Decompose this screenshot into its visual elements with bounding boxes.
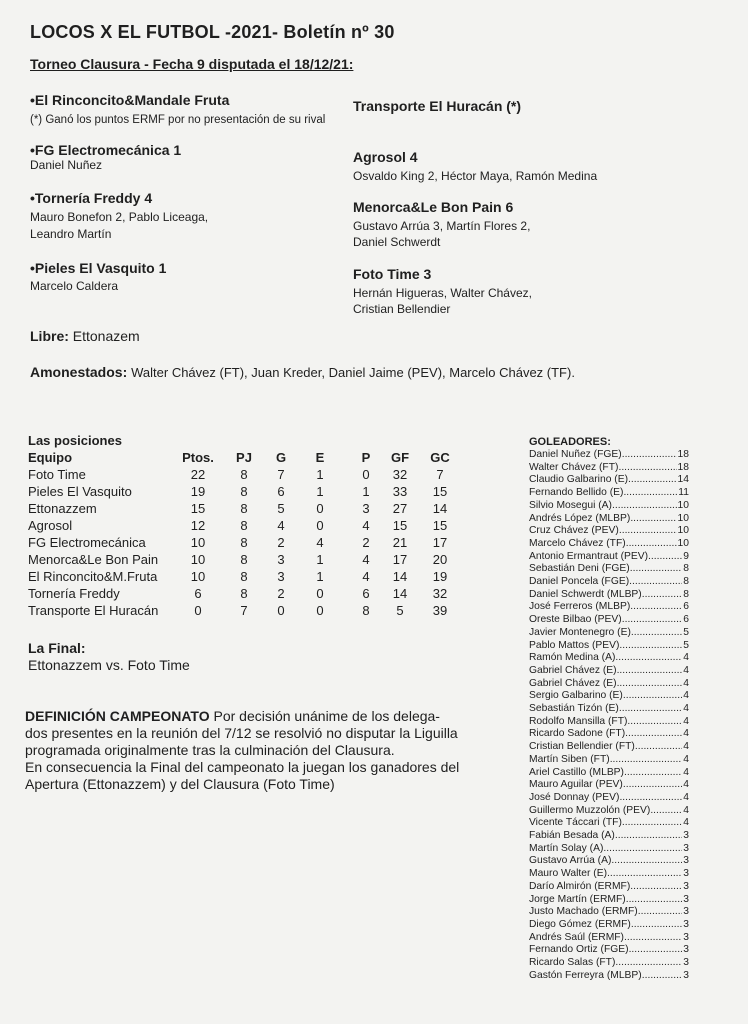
standings-value-cell: 15	[392, 518, 408, 533]
match-4-home: •Pieles El Vasquito 1	[30, 260, 167, 276]
scorer-name: Gabriel Chávez (E)	[529, 677, 617, 689]
scorer-name: Vicente Táccari (TF)	[529, 817, 622, 829]
scorer-name: Oreste Bilbao (PEV)	[529, 614, 622, 626]
definicion-line-1: Por decisión unánime de los delega-	[209, 708, 440, 724]
definicion-title: DEFINICIÓN CAMPEONATO	[25, 708, 210, 724]
final-title: La Final:	[28, 640, 86, 656]
standings-header-cell: PJ	[236, 450, 252, 465]
scorer-goals: 4	[683, 728, 689, 740]
scorer-row	[529, 957, 689, 969]
scorer-leader-dots	[615, 830, 682, 842]
scorer-leader-dots	[629, 944, 683, 956]
standings-header-cell: GC	[430, 450, 450, 465]
scorer-goals: 3	[683, 957, 689, 968]
standings-value-cell: 0	[316, 586, 324, 601]
amonestados-label: Amonestados:	[30, 364, 128, 380]
scorer-row	[529, 627, 689, 639]
scorer-row	[529, 678, 689, 690]
scorer-name: Pablo Mattos (PEV)	[529, 639, 620, 651]
scorer-goals: 3	[683, 918, 689, 930]
standings-table	[28, 432, 464, 619]
scorer-name: Claudio Galbarino (E)	[529, 474, 629, 486]
scorer-leader-dots	[628, 474, 677, 486]
libre-team: Ettonazem	[72, 328, 140, 344]
standings-value-cell: 6	[362, 586, 370, 601]
standings-value-cell: 17	[392, 552, 408, 567]
scorer-goals: 4	[683, 804, 689, 816]
match-4-away-scorers-2: Cristian Bellendier	[353, 302, 451, 316]
scorer-goals: 3	[683, 842, 689, 854]
scorer-name: Marcelo Chávez (TF)	[529, 537, 626, 549]
standings-value-cell: 1	[316, 569, 324, 584]
standings-value-cell: 14	[392, 586, 408, 601]
scorer-name: Martín Siben (FT)	[529, 753, 610, 765]
standings-value-cell: 15	[190, 501, 206, 516]
standings-value-cell: 15	[432, 518, 448, 533]
scorer-row	[529, 970, 689, 982]
scorer-row	[529, 614, 689, 626]
match-2-home-scorers: Daniel Nuñez	[30, 158, 103, 172]
standings-header-cell: E	[315, 450, 325, 465]
fixture-subtitle: Torneo Clausura - Fecha 9 disputada el 18/12/21:	[30, 56, 354, 72]
scorer-name: Martín Solay (A)	[529, 842, 604, 854]
scorer-leader-dots	[618, 462, 676, 474]
scorer-row	[529, 449, 689, 461]
scorer-goals: 8	[683, 563, 689, 575]
scorer-leader-dots	[631, 627, 682, 639]
standings-value-cell: 0	[316, 603, 324, 618]
scorer-name: José Donnay (PEV)	[529, 791, 620, 803]
scorer-row	[529, 525, 689, 537]
scorer-leader-dots	[642, 589, 683, 601]
scorer-leader-dots	[622, 817, 682, 829]
scorer-leader-dots	[622, 614, 683, 626]
scorer-row	[529, 665, 689, 677]
scorer-row	[529, 728, 689, 740]
scorer-goals: 3	[683, 868, 689, 880]
definicion-line-3: programada originalmente tras la culminación del Clausura.	[25, 742, 395, 758]
definicion-line-4: En consecuencia la Final del campeonato la juegan los ganadores del	[25, 759, 460, 775]
standings-team-cell: Menorca&Le Bon Pain	[28, 552, 159, 567]
scorer-row	[529, 805, 689, 817]
scorer-name: Ricardo Sadone (FT)	[529, 728, 626, 740]
scorer-goals: 14	[677, 474, 689, 486]
standings-value-cell: 8	[240, 586, 248, 601]
scorer-row	[529, 563, 689, 575]
standings-value-cell: 3	[362, 501, 370, 516]
scorer-goals: 4	[683, 753, 689, 765]
scorer-row	[529, 881, 689, 893]
scorer-leader-dots	[630, 513, 676, 525]
scorer-name: José Ferreros (MLBP)	[529, 601, 631, 613]
standings-value-cell: 27	[392, 501, 408, 516]
scorer-name: Silvio Mosegui (A)	[529, 499, 612, 511]
standings-value-cell: 19	[432, 569, 448, 584]
standings-header-cell: Ptos.	[182, 450, 214, 465]
scorer-name: Antonio Ermantraut (PEV)	[529, 550, 649, 562]
standings-title: Las posiciones	[28, 433, 122, 448]
standings-value-cell: 4	[362, 518, 370, 533]
scorer-row	[529, 906, 689, 918]
standings-value-cell: 2	[277, 535, 285, 550]
scorer-name: Walter Chávez (FT)	[529, 461, 619, 473]
scorer-leader-dots	[623, 487, 677, 499]
scorer-goals: 18	[677, 449, 689, 460]
definicion-paragraph	[25, 708, 505, 793]
scorer-name: Fernando Bellido (E)	[529, 487, 624, 499]
scorer-leader-dots	[622, 449, 677, 461]
scorer-leader-dots	[615, 652, 682, 664]
scorer-row	[529, 551, 689, 563]
standings-value-cell: 0	[316, 501, 324, 516]
scorer-row	[529, 474, 689, 486]
standings-value-cell: 8	[240, 467, 248, 482]
standings-value-cell: 3	[277, 552, 285, 567]
standings-value-cell: 4	[316, 535, 324, 550]
scorer-goals: 3	[683, 830, 689, 841]
scorer-goals: 3	[683, 906, 689, 918]
final-text: Ettonazzem vs. Foto Time	[28, 657, 190, 673]
goleadores-title: GOLEADORES:	[529, 436, 611, 448]
scorer-name: Mauro Walter (E)	[529, 868, 608, 880]
standings-row	[28, 551, 464, 568]
standings-value-cell: 32	[392, 467, 408, 482]
standings-team-cell: El Rinconcito&M.Fruta	[28, 569, 158, 584]
scorer-row	[529, 830, 689, 842]
standings-value-cell: 10	[190, 569, 206, 584]
scorer-goals: 3	[683, 944, 689, 956]
bulletin-title: LOCOS X EL FUTBOL -2021- Boletín nº 30	[30, 22, 395, 42]
match-3-home: •Tornería Freddy 4	[30, 190, 153, 206]
scorer-row	[529, 919, 689, 931]
scorer-goals: 11	[678, 487, 689, 499]
scorer-goals: 4	[683, 817, 689, 829]
scorer-goals: 3	[683, 880, 689, 892]
scorer-goals: 10	[677, 499, 689, 511]
scorer-goals: 4	[683, 690, 689, 702]
match-4-away: Foto Time 3	[353, 266, 432, 282]
scorer-goals: 6	[683, 601, 689, 613]
standings-value-cell: 10	[190, 535, 206, 550]
scorer-goals: 3	[683, 855, 689, 867]
scorer-name: Guillermo Muzzolón (PEV)	[529, 804, 651, 816]
standings-value-cell: 1	[316, 552, 324, 567]
standings-row	[28, 517, 464, 534]
standings-row	[28, 483, 464, 500]
scorer-leader-dots	[630, 881, 682, 893]
standings-value-cell: 1	[362, 484, 370, 499]
scorer-name: Ariel Castillo (MLBP)	[529, 766, 624, 778]
scorer-leader-dots	[624, 767, 682, 779]
scorer-row	[529, 601, 689, 613]
standings-value-cell: 6	[194, 586, 202, 601]
match-3-home-scorers-1: Mauro Bonefon 2, Pablo Liceaga,	[30, 210, 209, 224]
standings-team-cell: Pieles El Vasquito	[28, 484, 132, 499]
scorer-goals: 10	[677, 525, 689, 537]
scorer-goals: 10	[677, 537, 689, 549]
standings-value-cell: 8	[362, 603, 370, 618]
standings-value-cell: 14	[432, 501, 448, 516]
scorer-row	[529, 538, 689, 550]
standings-header-row	[28, 449, 464, 466]
standings-row	[28, 500, 464, 517]
standings-value-cell: 20	[432, 552, 448, 567]
standings-team-cell: Foto Time	[28, 467, 86, 482]
standings-row	[28, 602, 464, 619]
scorer-row	[529, 703, 689, 715]
standings-header-cell: Equipo	[28, 450, 73, 465]
scorer-name: Jorge Martín (ERMF)	[529, 893, 626, 905]
scorer-goals: 4	[683, 766, 689, 778]
scorer-leader-dots	[623, 779, 682, 791]
standings-value-cell: 7	[436, 467, 444, 482]
scorer-row	[529, 576, 689, 588]
definicion-line-5: Apertura (Ettonazzem) y del Clausura (Foto Time)	[25, 776, 335, 792]
standings-value-cell: 8	[240, 569, 248, 584]
scorer-row	[529, 487, 689, 499]
scorer-leader-dots	[648, 551, 682, 563]
scorer-goals: 8	[683, 588, 689, 600]
standings-value-cell: 0	[316, 518, 324, 533]
scorer-goals: 4	[683, 664, 689, 676]
definicion-line-2: dos presentes en la reunión del 7/12 se resolvió no disputar la Liguilla	[25, 725, 458, 741]
scorer-leader-dots	[642, 970, 683, 982]
scorer-name: Daniel Schwerdt (MLBP)	[529, 588, 642, 600]
scorer-row	[529, 652, 689, 664]
standings-row	[28, 585, 464, 602]
scorer-goals: 3	[683, 931, 689, 943]
standings-body	[28, 466, 464, 619]
standings-value-cell: 0	[277, 603, 285, 618]
scorer-name: Rodolfo Mansilla (FT)	[529, 715, 628, 727]
standings-value-cell: 0	[194, 603, 202, 618]
standings-value-cell: 2	[362, 535, 370, 550]
scorer-goals: 10	[677, 512, 689, 524]
scorer-name: Cristian Bellendier (FT)	[529, 741, 635, 753]
scorer-leader-dots	[623, 690, 682, 702]
scorer-name: Fernando Ortiz (FGE)	[529, 944, 629, 956]
scorer-name: Daniel Nuñez (FGE)	[529, 449, 622, 460]
scorer-name: Fabián Besada (A)	[529, 830, 615, 841]
match-1-note: (*) Ganó los puntos ERMF por no presentación de su rival	[30, 114, 326, 126]
scorer-name: Mauro Aguilar (PEV)	[529, 779, 623, 791]
scorer-goals: 4	[683, 715, 689, 727]
standings-value-cell: 1	[316, 467, 324, 482]
scorer-leader-dots	[607, 868, 682, 880]
scorer-leader-dots	[630, 563, 683, 575]
standings-value-cell: 21	[392, 535, 408, 550]
scorer-leader-dots	[619, 703, 682, 715]
scorer-row	[529, 767, 689, 779]
scorer-goals: 5	[683, 626, 689, 638]
scorer-row	[529, 894, 689, 906]
standings-value-cell: 7	[277, 467, 285, 482]
match-3-away-scorers-1: Gustavo Arrúa 3, Martín Flores 2,	[353, 219, 531, 233]
scorer-goals: 4	[683, 779, 689, 791]
scorer-name: Andrés López (MLBP)	[529, 512, 631, 524]
standings-value-cell: 8	[240, 518, 248, 533]
standings-value-cell: 6	[277, 484, 285, 499]
scorer-leader-dots	[617, 678, 683, 690]
scorer-leader-dots	[629, 576, 682, 588]
scorer-row	[529, 640, 689, 652]
scorer-row	[529, 589, 689, 601]
scorer-leader-dots	[630, 601, 682, 613]
scorer-leader-dots	[627, 716, 682, 728]
scorer-row	[529, 513, 689, 525]
standings-value-cell: 8	[240, 484, 248, 499]
libre-line	[30, 328, 140, 344]
match-1-away: Transporte El Huracán (*)	[353, 98, 522, 114]
scorer-row	[529, 690, 689, 702]
standings-value-cell: 22	[190, 467, 206, 482]
scorer-row	[529, 741, 689, 753]
match-3-home-scorers-2: Leandro Martín	[30, 227, 112, 241]
scorer-name: Justo Machado (ERMF)	[529, 906, 638, 918]
scorer-leader-dots	[635, 741, 682, 753]
scorer-name: Diego Gómez (ERMF)	[529, 918, 631, 930]
standings-value-cell: 2	[277, 586, 285, 601]
standings-value-cell: 32	[432, 586, 448, 601]
scorer-row	[529, 944, 689, 956]
scorer-name: Javier Montenegro (E)	[529, 626, 631, 638]
standings-header-cell: G	[275, 450, 287, 465]
scorer-name: Sebastián Deni (FGE)	[529, 563, 630, 575]
match-1-home: •El Rinconcito&Mandale Fruta	[30, 92, 230, 108]
scorer-leader-dots	[625, 728, 682, 740]
scorer-leader-dots	[650, 805, 682, 817]
standings-row	[28, 568, 464, 585]
match-2-away-scorers: Osvaldo King 2, Héctor Maya, Ramón Medina	[353, 169, 598, 183]
standings-value-cell: 4	[362, 569, 370, 584]
standings-value-cell: 5	[396, 603, 404, 618]
standings-value-cell: 12	[190, 518, 206, 533]
standings-team-cell: Agrosol	[28, 518, 73, 533]
standings-value-cell: 0	[362, 467, 370, 482]
standings-value-cell: 39	[432, 603, 448, 618]
scorer-leader-dots	[626, 538, 677, 550]
scorer-goals: 5	[683, 639, 689, 651]
scorer-goals: 9	[683, 550, 689, 562]
standings-value-cell: 3	[277, 569, 285, 584]
scorer-goals: 3	[683, 969, 689, 981]
standings-team-cell: FG Electromecánica	[28, 535, 146, 550]
scorer-row	[529, 779, 689, 791]
scorer-leader-dots	[631, 919, 682, 931]
scorer-name: Gastón Ferreyra (MLBP)	[529, 969, 642, 981]
scorer-goals: 4	[683, 677, 689, 689]
scorer-row	[529, 855, 689, 867]
scorer-leader-dots	[624, 932, 682, 944]
standings-value-cell: 19	[190, 484, 206, 499]
scorer-leader-dots	[619, 525, 677, 537]
standings-value-cell: 4	[277, 518, 285, 533]
standings-value-cell: 1	[316, 484, 324, 499]
match-2-away: Agrosol 4	[353, 149, 418, 165]
standings-header-cell: P	[361, 450, 371, 465]
standings-value-cell: 17	[432, 535, 448, 550]
standings-row	[28, 466, 464, 483]
standings-value-cell: 7	[240, 603, 248, 618]
scorer-name: Gustavo Arrúa (A)	[529, 855, 612, 867]
scorer-row	[529, 932, 689, 944]
standings-value-cell: 14	[392, 569, 408, 584]
scorer-name: Ramón Medina (A)	[529, 652, 616, 664]
scorer-row	[529, 462, 689, 474]
match-2-home: •FG Electromecánica 1	[30, 142, 182, 158]
scorer-goals: 4	[683, 741, 689, 753]
standings-value-cell: 33	[392, 484, 408, 499]
scorer-goals: 4	[683, 652, 689, 664]
scorer-leader-dots	[638, 906, 683, 918]
standings-value-cell: 15	[432, 484, 448, 499]
standings-header-cell: GF	[390, 450, 410, 465]
standings-team-cell: Ettonazzem	[28, 501, 97, 516]
scorer-leader-dots	[612, 500, 677, 512]
scorer-goals: 8	[683, 576, 689, 587]
scorer-name: Sergio Galbarino (E)	[529, 690, 623, 702]
standings-row	[28, 534, 464, 551]
match-3-away: Menorca&Le Bon Pain 6	[353, 199, 514, 215]
scorer-leader-dots	[615, 957, 682, 969]
standings-value-cell: 4	[362, 552, 370, 567]
scorer-leader-dots	[610, 754, 683, 766]
match-4-away-scorers-1: Hernán Higueras, Walter Chávez,	[353, 286, 532, 300]
scorer-leader-dots	[617, 665, 683, 677]
scorer-name: Darío Almirón (ERMF)	[529, 880, 631, 892]
standings-value-cell: 8	[240, 552, 248, 567]
amonestados-line	[30, 364, 575, 380]
scorer-row	[529, 817, 689, 829]
scorer-leader-dots	[626, 894, 683, 906]
scorer-goals: 6	[683, 614, 689, 626]
standings-value-cell: 8	[240, 501, 248, 516]
libre-label: Libre:	[30, 328, 69, 344]
amonestados-list: Walter Chávez (FT), Juan Kreder, Daniel Jaime (PEV), Marcelo Chávez (TF).	[131, 365, 575, 380]
scorer-goals: 3	[683, 893, 689, 905]
goleadores-list	[529, 449, 689, 989]
scorer-name: Gabriel Chávez (E)	[529, 664, 617, 676]
scorer-leader-dots	[619, 640, 682, 652]
scorer-name: Andrés Saúl (ERMF)	[529, 931, 624, 943]
scorer-row	[529, 754, 689, 766]
standings-team-cell: Tornería Freddy	[28, 586, 120, 601]
scorer-leader-dots	[603, 843, 682, 855]
match-3-away-scorers-2: Daniel Schwerdt	[353, 235, 441, 249]
scorer-goals: 18	[677, 461, 689, 473]
scorer-name: Ricardo Salas (FT)	[529, 957, 616, 968]
standings-value-cell: 5	[277, 501, 285, 516]
scorer-goals: 4	[683, 791, 689, 803]
scorer-leader-dots	[619, 792, 682, 804]
standings-team-cell: Transporte El Huracán	[28, 603, 159, 618]
scorer-goals: 4	[683, 703, 689, 714]
scorer-row	[529, 716, 689, 728]
scorer-name: Daniel Poncela (FGE)	[529, 576, 630, 587]
scorer-name: Cruz Chávez (PEV)	[529, 525, 619, 537]
standings-value-cell: 8	[240, 535, 248, 550]
scorer-leader-dots	[611, 855, 682, 867]
scorer-row	[529, 500, 689, 512]
scorer-name: Sebastián Tizón (E)	[529, 703, 619, 714]
scorer-row	[529, 843, 689, 855]
scorer-row	[529, 868, 689, 880]
standings-section	[28, 432, 464, 619]
match-4-home-scorers: Marcelo Caldera	[30, 279, 119, 293]
scorer-row	[529, 792, 689, 804]
standings-value-cell: 10	[190, 552, 206, 567]
